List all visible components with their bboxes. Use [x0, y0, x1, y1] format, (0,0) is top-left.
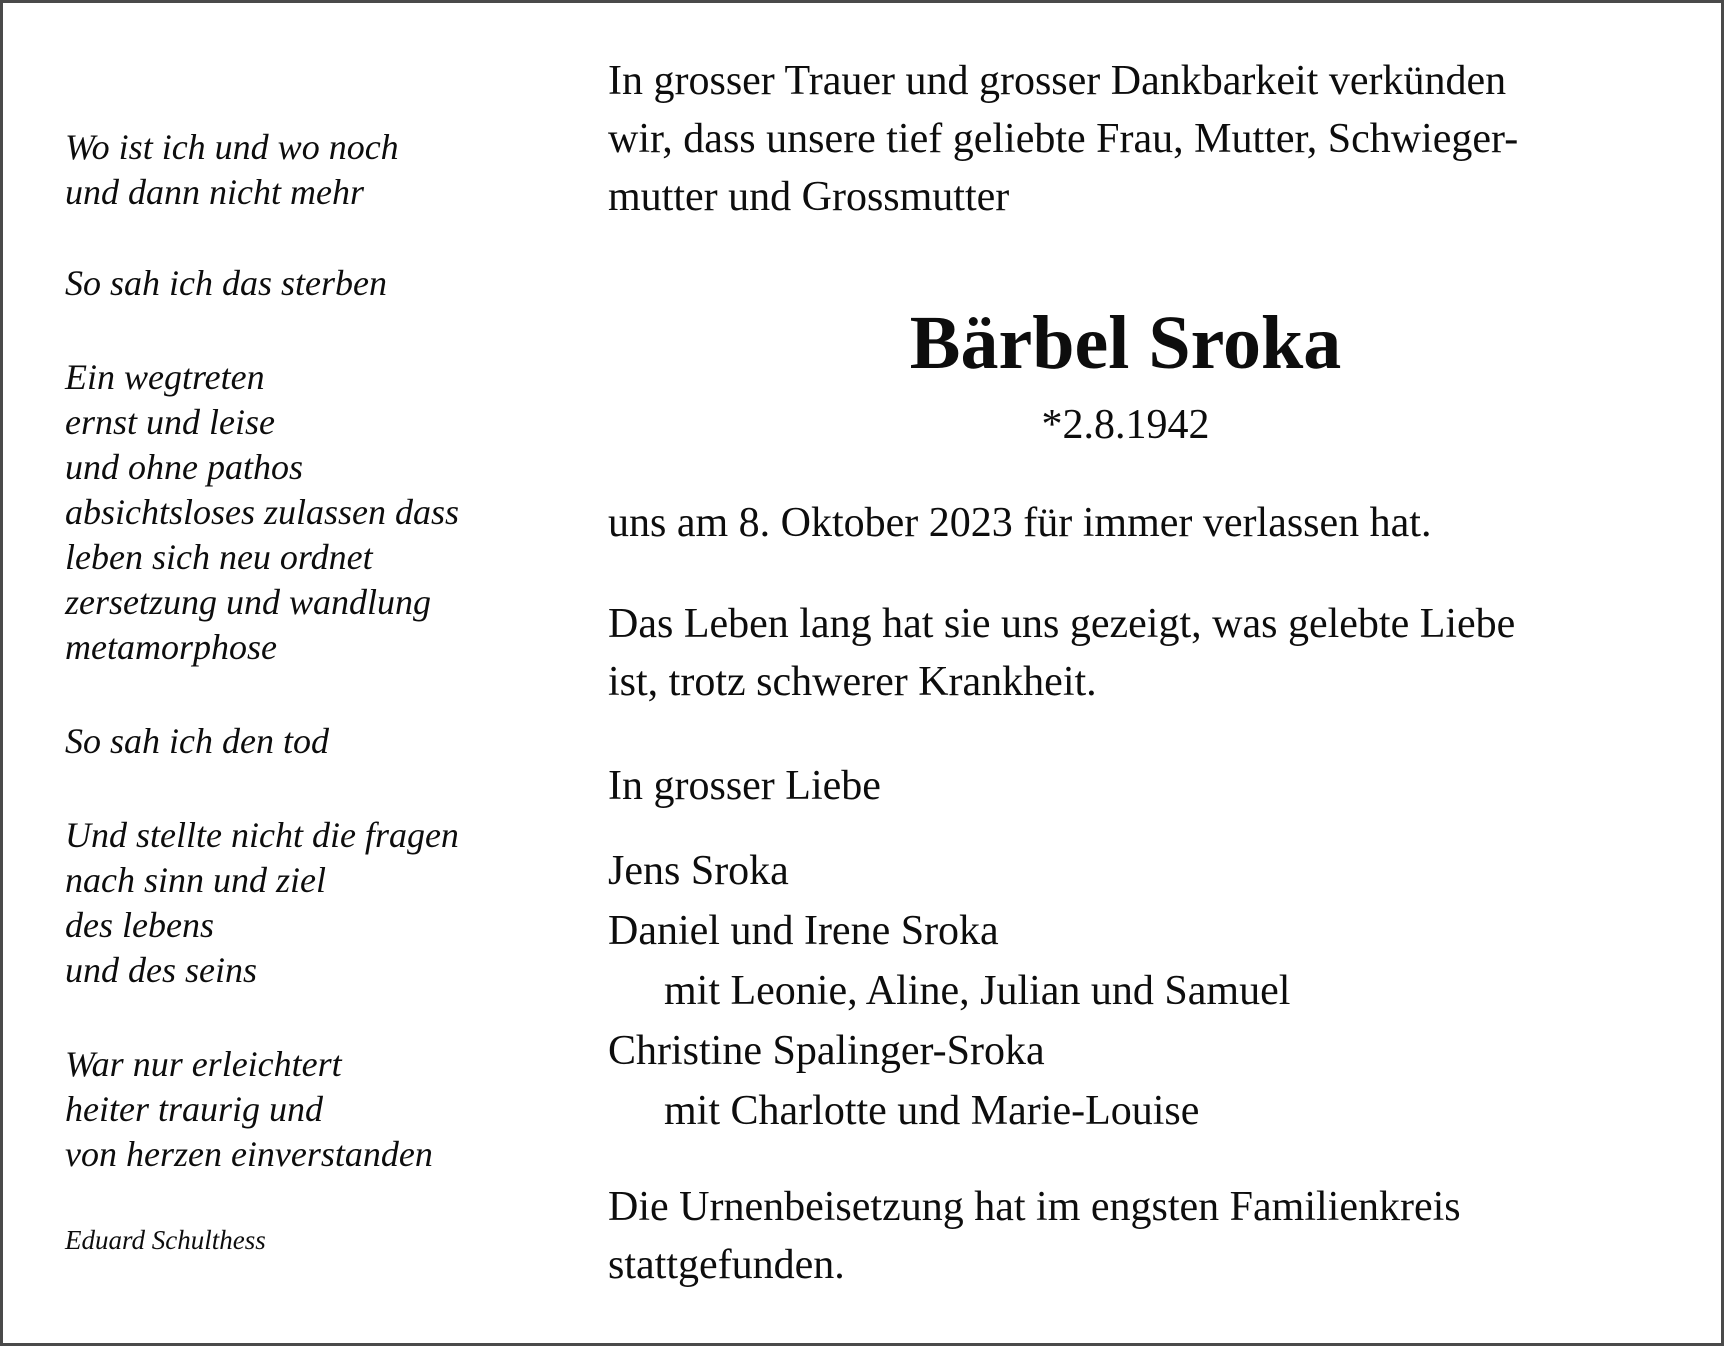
poem-line: Und stellte nicht die fragen — [65, 815, 459, 855]
announcement-intro — [608, 52, 1643, 226]
poem-stanza — [65, 719, 535, 764]
poem-stanza — [65, 355, 535, 670]
poem-line: absichtsloses zulassen dass — [65, 492, 460, 532]
poem-line: und dann nicht mehr — [65, 172, 364, 212]
mourner-children: mit Leonie, Aline, Julian und Samuel — [664, 968, 1291, 1014]
poem-line: von herzen einverstanden — [65, 1134, 433, 1174]
intro-line: In grosser Trauer und grosser Dankbarkeit verkünden — [608, 58, 1507, 104]
poem-line: So sah ich das sterben — [65, 263, 387, 303]
funeral-notice — [608, 1178, 1643, 1294]
poem-line: des lebens — [65, 905, 214, 945]
tribute-line: Das Leben lang hat sie uns gezeigt, was gelebte Liebe — [608, 601, 1516, 647]
poem-attribution: Eduard Schulthess — [65, 1225, 266, 1255]
poem-line: So sah ich den tod — [65, 721, 329, 761]
poem-stanza — [65, 1042, 535, 1177]
poem-line: ernst und leise — [65, 402, 275, 442]
poem-line: War nur erleichtert — [65, 1044, 342, 1084]
poem-stanza — [65, 261, 535, 306]
closing-salutation: In grosser Liebe — [608, 763, 881, 809]
mourners-list — [608, 841, 1643, 1141]
death-announcement-line: uns am 8. Oktober 2023 für immer verlassen hat. — [608, 500, 1432, 546]
poem-column — [65, 125, 535, 1257]
tribute-paragraph — [608, 595, 1643, 711]
intro-line: mutter und Grossmutter — [608, 174, 1010, 220]
poem-line: heiter traurig und — [65, 1089, 323, 1129]
poem-line: zersetzung und wandlung — [65, 582, 432, 622]
poem-line: leben sich neu ordnet — [65, 537, 373, 577]
intro-line: wir, dass unsere tief geliebte Frau, Mutter, Schwieger- — [608, 116, 1519, 162]
funeral-line: stattgefunden. — [608, 1242, 845, 1288]
poem-line: Wo ist ich und wo noch — [65, 127, 399, 167]
poem-line: Ein wegtreten — [65, 357, 265, 397]
mourner-name: Christine Spalinger-Sroka — [608, 1028, 1045, 1074]
poem-stanza — [65, 125, 535, 215]
deceased-name: Bärbel Sroka — [909, 301, 1342, 385]
birth-date: *2.8.1942 — [1041, 402, 1210, 448]
tribute-line: ist, trotz schwerer Krankheit. — [608, 659, 1097, 705]
poem-line: und des seins — [65, 950, 257, 990]
poem-line: metamorphose — [65, 627, 277, 667]
poem-line: nach sinn und ziel — [65, 860, 326, 900]
mourner-name: Jens Sroka — [608, 848, 789, 894]
poem-line: und ohne pathos — [65, 447, 303, 487]
funeral-line: Die Urnenbeisetzung hat im engsten Familienkreis — [608, 1184, 1461, 1230]
poem-stanza — [65, 813, 535, 993]
mourner-name: Daniel und Irene Sroka — [608, 908, 999, 954]
mourner-children: mit Charlotte und Marie-Louise — [664, 1088, 1200, 1134]
